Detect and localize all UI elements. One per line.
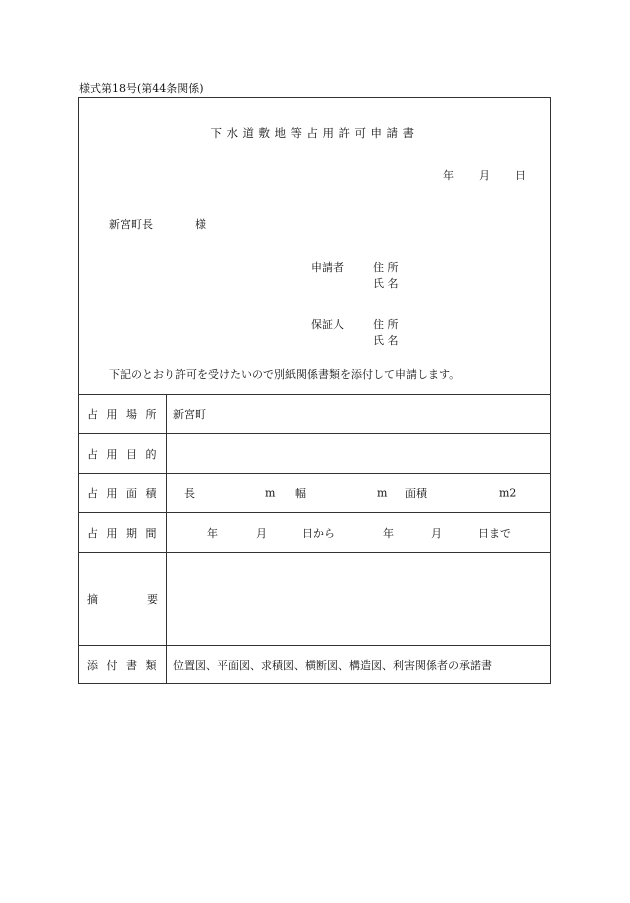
guarantor-name-label: 氏 名 — [373, 334, 399, 347]
period-value-cell — [167, 513, 550, 552]
guarantor-label: 保証人 — [311, 318, 344, 331]
date-day-label: 日 — [515, 169, 526, 182]
period-from-day: 日から — [302, 526, 335, 540]
form-title: 下水道敷地等占用許可申請書 — [210, 126, 419, 140]
addressee — [109, 216, 206, 232]
guarantor-address-label: 住 所 — [373, 318, 399, 331]
summary-label — [87, 591, 158, 607]
application-statement: 下記のとおり許可を受けたいので別紙関係書類を添付して申請します。 — [109, 368, 461, 381]
area-label: 占用面積 — [87, 487, 165, 500]
addressee-honorific: 様 — [195, 218, 206, 231]
area-value-cell — [167, 474, 550, 512]
application-form — [78, 97, 551, 684]
table-row-area — [79, 473, 550, 512]
summary-value-cell — [167, 553, 550, 645]
date-month-label: 月 — [479, 169, 490, 182]
period-from-year: 年 — [207, 526, 218, 540]
location-label: 占用場所 — [87, 408, 165, 421]
purpose-label: 占用目的 — [87, 447, 165, 461]
period-to-month: 月 — [431, 526, 442, 540]
location-value: 新宮町 — [173, 408, 206, 421]
period-from-month: 月 — [256, 526, 267, 540]
table-row-purpose — [79, 433, 550, 473]
area-measure-label: 面積 — [405, 487, 427, 500]
area-unit: m2 — [499, 486, 517, 500]
width-label: 幅 — [295, 487, 306, 500]
purpose-label-cell — [79, 434, 167, 473]
addressee-name: 新宮町長 — [109, 218, 153, 231]
location-value-cell — [167, 395, 550, 433]
date-year-label: 年 — [443, 169, 454, 182]
location-label-cell — [79, 395, 167, 433]
table-row-period — [79, 512, 550, 552]
applicant-label: 申請者 — [311, 261, 344, 274]
attachments-value-cell — [167, 646, 550, 683]
purpose-value-cell — [167, 434, 550, 473]
area-label-cell — [79, 474, 167, 512]
length-label: 長 — [184, 487, 195, 500]
applicant-name-label: 氏 名 — [373, 277, 399, 290]
period-label-cell — [79, 513, 167, 552]
period-label: 占用期間 — [87, 526, 165, 540]
width-unit: m — [377, 486, 388, 500]
table-row-attachments — [79, 645, 550, 683]
summary-label-part-1: 摘 — [87, 593, 98, 606]
table-row-summary — [79, 552, 550, 645]
applicant-address-label: 住 所 — [373, 261, 399, 274]
period-to-year: 年 — [383, 526, 394, 540]
table-row-location — [79, 394, 550, 433]
attachments-label-cell — [79, 646, 167, 683]
attachments-value: 位置図、平面図、求積図、横断図、構造図、利害関係者の承諾書 — [173, 658, 492, 672]
summary-label-part-2: 要 — [147, 593, 158, 606]
form-number: 様式第18号(第44条関係) — [79, 82, 204, 95]
length-unit: m — [265, 486, 276, 500]
attachments-label: 添付書類 — [87, 658, 165, 672]
summary-label-cell — [79, 553, 167, 645]
period-to-day: 日まで — [478, 526, 511, 540]
